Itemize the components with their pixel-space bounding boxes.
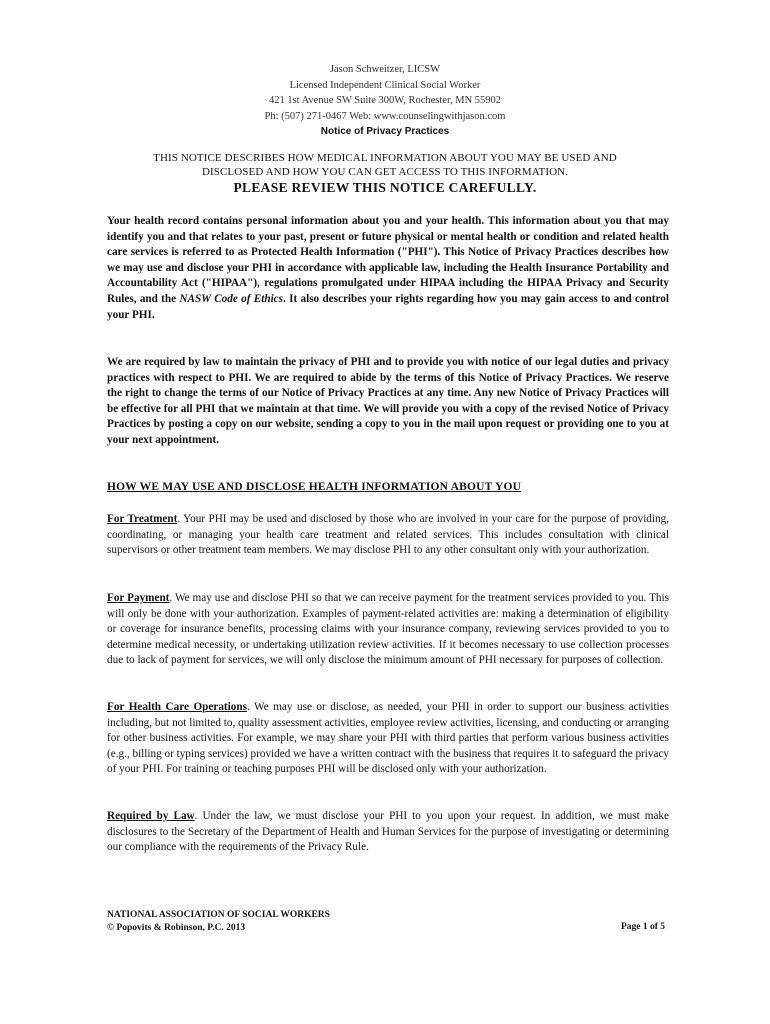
review-notice: PLEASE REVIEW THIS NOTICE CAREFULLY. (233, 180, 537, 195)
section-operations-text: We may use or disclose, as needed, your PHI in order to support our business activities including, but not limited to, quality assessment activities, employee review activities, licensing, and conducting or arranging for other business activities. For example, we may share your PHI with third parties that perform various business activities (e.g., billing or typing services) provided we have a written contract with the business that requires it to safeguard the privacy of your PHI. For training or teaching purposes PHI will be disclosed only with your authorization. (107, 701, 670, 776)
section-required-by-law-label: Required by Law (107, 810, 195, 822)
paragraph-health-record (107, 214, 669, 323)
footer-left (107, 909, 330, 935)
practice-contact: Ph: (507) 271-0467 Web: www.counselingwithjason.com (264, 110, 506, 122)
practitioner-title: Licensed Independent Clinical Social Worker (289, 79, 481, 91)
section-heading: HOW WE MAY USE AND DISCLOSE HEALTH INFORMATION ABOUT YOU (107, 481, 522, 493)
intro-notice (110, 151, 660, 196)
section-payment-label: For Payment (107, 592, 170, 604)
section-required-by-law-text: Under the law, we must disclose your PHI to you upon your request. In addition, we must make disclosures to the Secretary of the Department of Health and Human Services for the purpose of investigating or determining our compliance with the requirements of the Privacy Rule. (107, 810, 669, 854)
section-treatment: For Treatment. Your PHI may be used and disclosed by those who are involved in your care for the purpose of providing, coordinating, or managing your health care treatment and related services. This includes consultation with clinical supervisors or other treatment team members. We may disclose PHI to any other consultant only with your authorization. (107, 513, 669, 557)
notice-title: Notice of Privacy Practices (320, 126, 450, 137)
intro-line-1: THIS NOTICE DESCRIBES HOW MEDICAL INFORMATION ABOUT YOU MAY BE USED AND (153, 152, 617, 164)
paragraph-health-record-part2: . It also describes your rights regarding how you may gain access to and control your PHI. (107, 292, 669, 321)
section-operations: For Health Care Operations. We may use or disclose, as needed, your PHI in order to support our business activities including, but not limited to, quality assessment activities, employee review activities, licensing, and conducting or arranging for other business activities. For example, we may share your PHI with third parties that perform various business activities (e.g., billing or typing services) provided we have a written contract with the business that requires it to safeguard the privacy of your PHI. For training or teaching purposes PHI will be disclosed only with your authorization. (107, 701, 670, 776)
section-required-by-law: Required by Law. Under the law, we must disclose your PHI to you upon your request. In addition, we must make disclosures to the Secretary of the Department of Health and Human Services for the purpose of investigating or determining our compliance with the requirements of the Privacy Rule. (107, 810, 669, 854)
practitioner-name: Jason Schweitzer, LICSW (329, 64, 441, 75)
letterhead (0, 62, 770, 140)
section-treatment-label: For Treatment (107, 513, 178, 525)
paragraph-health-record-part1: Your health record contains personal information about you and your health. This information about you that may identify you and that relates to your past, present or future physical or mental health or condition and related health care services is referred to as Protected Health Information ("PHI"). This Notice of Privacy Practices describes how we may use and disclose your PHI in accordance with applicable law, including the Health Insurance Portability and Accountability Act ("HIPAA"), regulations promulgated under HIPAA including the HIPAA Privacy and Security Rules, and the (107, 215, 669, 305)
section-payment-text: We may use and disclose PHI so that we can receive payment for the treatment services provided to you. This will only be done with your authorization. Examples of payment-related activities are: making a determination of eligibility or coverage for insurance benefits, processing claims with your insurance company, reviewing services provided to you to determine medical necessity, or undertaking utilization review activities. If it becomes necessary to use collection processes due to lack of payment for services, we will only disclose the minimum amount of PHI necessary for purposes of collection. (107, 592, 669, 667)
section-payment: For Payment. We may use and disclose PHI so that we can receive payment for the treatment services provided to you. This will only be done with your authorization. Examples of payment-related activities are: making a determination of eligibility or coverage for insurance benefits, processing claims with your insurance company, reviewing services provided to you to determine medical necessity, or undertaking utilization review activities. If it becomes necessary to use collection processes due to lack of payment for services, we will only disclose the minimum amount of PHI necessary for purposes of collection. (107, 592, 669, 667)
nasw-code-reference: NASW Code of Ethics (179, 292, 283, 305)
intro-line-2: DISCLOSED AND HOW YOU CAN GET ACCESS TO THIS INFORMATION. (201, 166, 569, 178)
section-operations-label: For Health Care Operations (107, 701, 247, 713)
section-treatment-text: Your PHI may be used and disclosed by those who are involved in your care for the purpose of providing, coordinating, or managing your health care treatment and related services. This includes consultation with clinical supervisors or other treatment team members. We may disclose PHI to any other consultant only with your authorization. (107, 513, 669, 557)
paragraph-legal-duties: We are required by law to maintain the privacy of PHI and to provide you with notice of our legal duties and privacy practices with respect to PHI. We are required to abide by the terms of this Notice of Privacy Practices. We reserve the right to change the terms of our Notice of Privacy Practices at any time. Any new Notice of Privacy Practices will be effective for all PHI that we maintain at that time. We will provide you with a copy of the revised Notice of Privacy Practices by posting a copy on our website, sending a copy to you in the mail upon request or providing one to you at your next appointment. (107, 356, 669, 446)
footer-organization: NATIONAL ASSOCIATION OF SOCIAL WORKERS (107, 910, 330, 920)
practice-address: 421 1st Avenue SW Suite 300W, Rochester, MN 55902 (268, 95, 502, 106)
footer-copyright: © Popovits & Robinson, P.C. 2013 (107, 923, 246, 933)
page-number: Page 1 of 5 (620, 922, 665, 932)
